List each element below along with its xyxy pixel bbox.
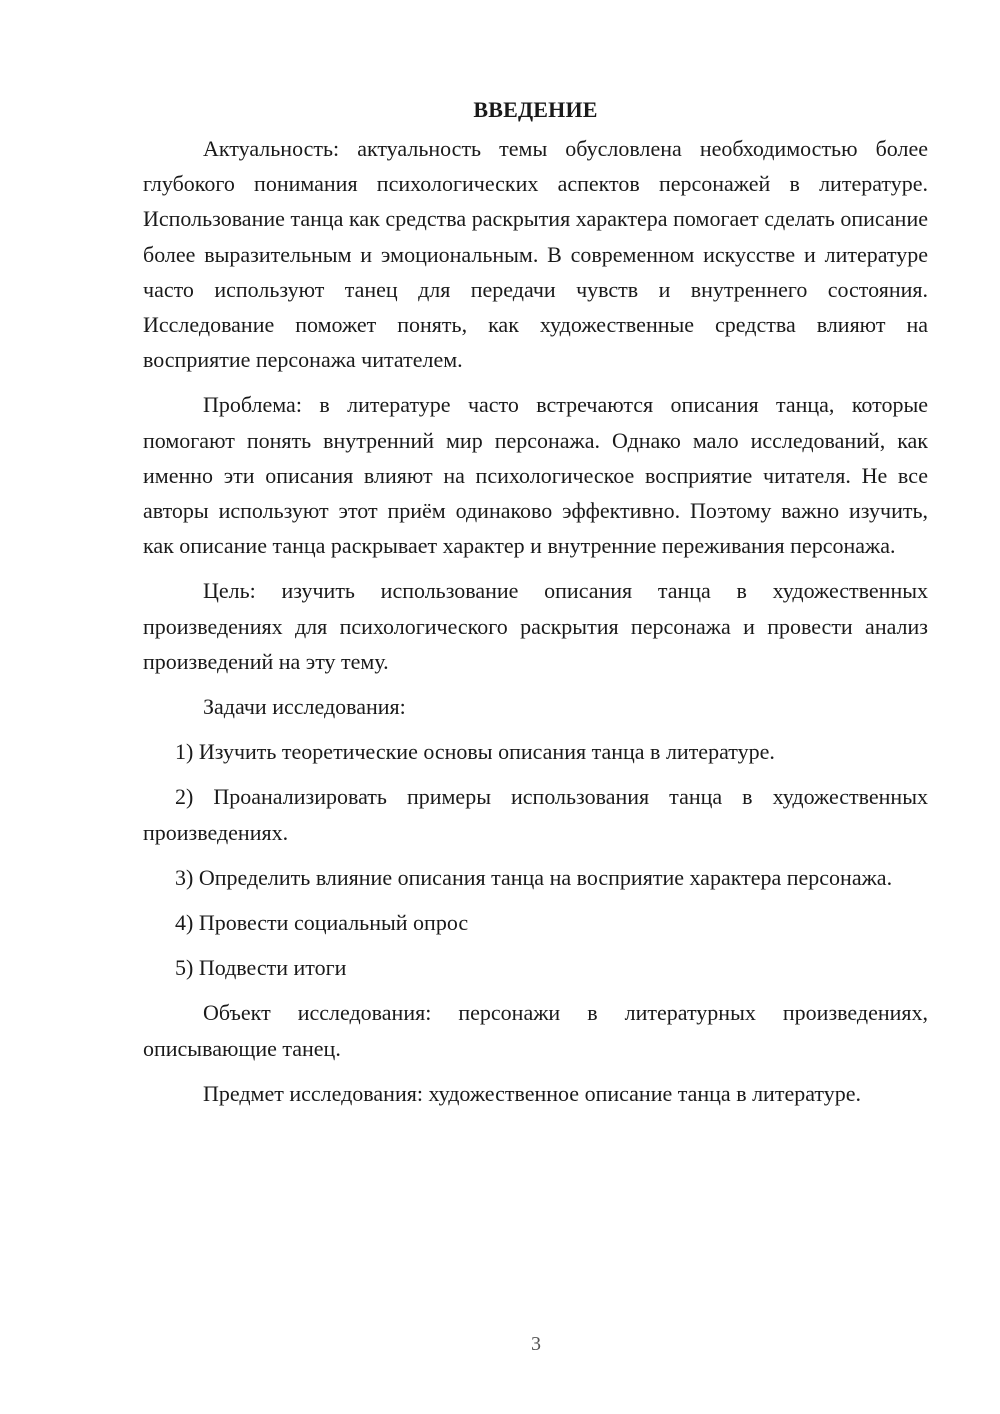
page-title: ВВЕДЕНИЕ: [473, 97, 598, 122]
task-item-1: 1) Изучить теоретические основы описания танца в литературе.: [175, 739, 775, 765]
task-item-5: 5) Подвести итоги: [175, 955, 347, 981]
problem-paragraph: Проблема: в литературе часто встречаются описания танца, которые помогают понять внутренний мир персонажа. Однако мало исследований, как именно эти описания влияют на психологическое восприятие читателя. Не все авторы используют этот приём одинаково эффективно. Поэтому важно изучить, как описание танца раскрывает характер и внутренние переживания персонажа.: [143, 392, 928, 559]
relevance-paragraph: Актуальность: актуальность темы обусловлена необходимостью более глубокого понимания психологических аспектов персонажей в литературе. Использование танца как средства раскрытия характера помогает сделать описание более выразительным и эмоциональным. В современном искусстве и литературе часто используют танец для передачи чувств и внутреннего состояния. Исследование поможет понять, как художественные средства влияют на восприятие персонажа читателем.: [143, 136, 928, 373]
goal-paragraph: Цель: изучить использование описания танца в художественных произведениях для психологического раскрытия персонажа и провести анализ произведений на эту тему.: [143, 578, 928, 674]
task-item-2: 2) Проанализировать примеры использования танца в художественных произведениях.: [143, 784, 928, 845]
tasks-heading: Задачи исследования:: [203, 694, 406, 720]
object-paragraph: Объект исследования: персонажи в литературных произведениях, описывающие танец.: [143, 1000, 928, 1061]
document-page: [143, 92, 928, 1121]
task-item-4: 4) Провести социальный опрос: [175, 910, 469, 936]
subject-paragraph: Предмет исследования: художественное описание танца в литературе.: [203, 1080, 861, 1106]
task-item-3: 3) Определить влияние описания танца на восприятие характера персонажа.: [175, 864, 893, 890]
page-number: 3: [531, 1333, 541, 1355]
